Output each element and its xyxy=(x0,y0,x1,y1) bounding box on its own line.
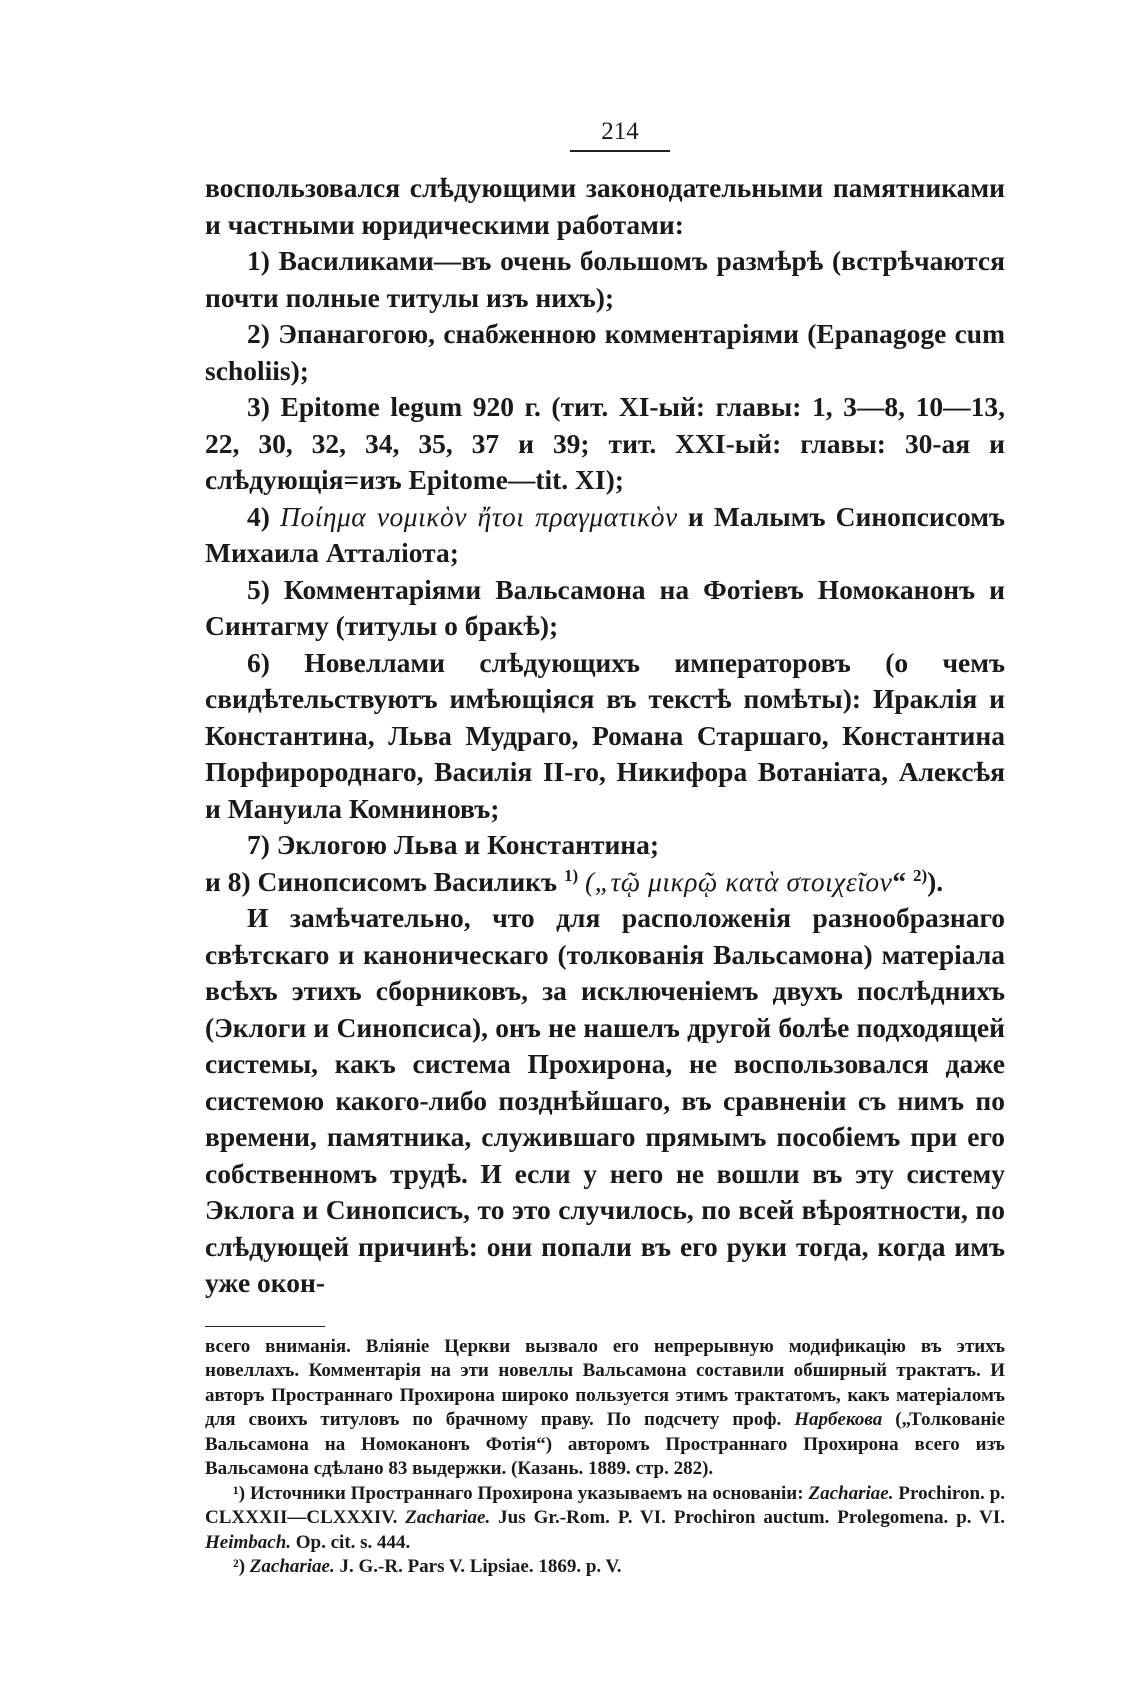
footnote-ref: 1) xyxy=(563,865,579,885)
item-text: и Малымъ Синопсисомъ Михаила Атталіота; xyxy=(205,500,1006,568)
item-text: и 8) Синопсисомъ Василикъ xyxy=(205,865,558,897)
list-item: 6) Новеллами слѣдующихъ императоровъ (о чемъ свидѣтельствуютъ имѣющіяся въ текстѣ помѣты): Ираклія и Константина, Льва Мудраго, Романа Старшаго, Константина Порфиророднаго, Василія II-го, Никифора Вотаніата, Алексѣя и Мануила Комниновъ; xyxy=(205,646,1005,824)
footnote-ref: 2) xyxy=(912,865,928,885)
footnote-author: Heimbach. xyxy=(205,1531,292,1553)
footnote-text: всего вниманія. Вліяніе Церкви вызвало его непрерывную модификацію въ этихъ новеллахъ. Комментарія на эти новеллы Вальсамона составили обширный трактатъ. И авторъ Пространнаго Прохирона широко пользуется этимъ трактатомъ, какъ матеріаломъ для своихъ титуловъ по брачному праву. По подсчету проф. xyxy=(205,1335,1005,1430)
footnote-author: Нарбекова xyxy=(794,1409,883,1430)
list-item: 2) Эпанагогою, снабженною комментаріями (Epanagoge cum scholiis); xyxy=(205,318,1005,386)
main-text xyxy=(205,170,1005,1302)
closing-paragraph: И замѣчательно, что для расположенія разнообразнаго свѣтскаго и каноническаго (толкованія Вальсамона) матеріала всѣхъ этихъ сборниковъ, за исключеніемъ двухъ послѣднихъ (Эклоги и Синопсиса), онъ не нашелъ другой болѣе подходящей системы, какъ система Прохирона, не воспользовался даже системою какого-либо позднѣйшаго, въ сравненіи съ нимъ по времени, памятника, служившаго прямымъ пособіемъ при его собственномъ трудѣ. И если у него не вошли въ эту систему Эклога и Синопсисъ, то это случилось, по всей вѣроятности, по слѣдующей причинѣ: они попали въ его руки тогда, когда имъ уже окон- xyxy=(205,902,1005,1298)
list-item: 1) Василиками—въ очень большомъ размѣрѣ (встрѣчаются почти полные титулы изъ нихъ); xyxy=(205,245,1005,313)
list-item xyxy=(205,864,1005,901)
greek-open-quote: („ xyxy=(584,865,611,897)
footnote-mark: ²) xyxy=(233,1556,246,1577)
footnote-author: Zachariae. xyxy=(249,1556,335,1577)
page-number-rule xyxy=(570,150,670,152)
footnotes xyxy=(205,1335,1005,1580)
item-number: 4) xyxy=(247,500,270,532)
footnote-rule xyxy=(205,1326,325,1327)
footnote-mark: ¹) xyxy=(233,1482,246,1504)
footnote-text: Источники Пространнаго Прохирона указываемъ на основаніи: xyxy=(249,1482,804,1504)
list-item: 5) Комментаріями Вальсамона на Фотіевъ Номоканонъ и Синтагму (титулы о бракѣ); xyxy=(205,573,1005,641)
footnote-1 xyxy=(205,1482,1005,1556)
footnote-continuation xyxy=(205,1335,1005,1482)
intro-paragraph: воспользовался слѣдующими законодательными памятниками и частными юридическими работами: xyxy=(205,172,1005,240)
footnote-text: („Толкованіе Вальсамона на Номоканонъ Фотія“) авторомъ Пространнаго Прохирона всего изъ Вальсамона сдѣлано 83 выдержки. (Казань. 1889. стр. 282). xyxy=(205,1409,1006,1479)
footnote-author: Zachariae. xyxy=(405,1507,491,1528)
footnote-text: Prochiron. p. CLXXXII—CLXXXIV. xyxy=(205,1482,1006,1528)
footnote-text: J. G.-R. Pars V. Lipsiae. 1869. p. V. xyxy=(339,1556,622,1577)
item-end: ). xyxy=(927,865,944,897)
close-quote: “ xyxy=(892,865,907,897)
greek-title: τῷ μικρῷ κατὰ στοιχεῖον xyxy=(610,865,893,897)
page-number: 214 xyxy=(601,118,639,145)
footnote-text: Jus Gr.-Rom. P. VI. Prochiron auctum. Prolegomena. p. VI. xyxy=(498,1507,1005,1528)
footnote-author: Zachariae. xyxy=(808,1482,894,1504)
list-item: 7) Эклогою Льва и Константина; xyxy=(247,829,660,860)
list-item xyxy=(205,499,1005,572)
footnote-2 xyxy=(205,1555,1005,1580)
list-item: 3) Epitome legum 920 г. (тит. XI-ый: главы: 1, 3—8, 10—13, 22, 30, 32, 34, 35, 37 и 39; тит. XXI-ый: главы: 30-ая и слѣдующія=изъ Epitome—tit. XI); xyxy=(205,391,1005,495)
greek-title: Ποίημα νομικὸν ἤτοι πραγματικὸν xyxy=(280,500,678,532)
book-page xyxy=(205,118,1005,1580)
footnote-text: Op. cit. s. 444. xyxy=(295,1531,411,1553)
